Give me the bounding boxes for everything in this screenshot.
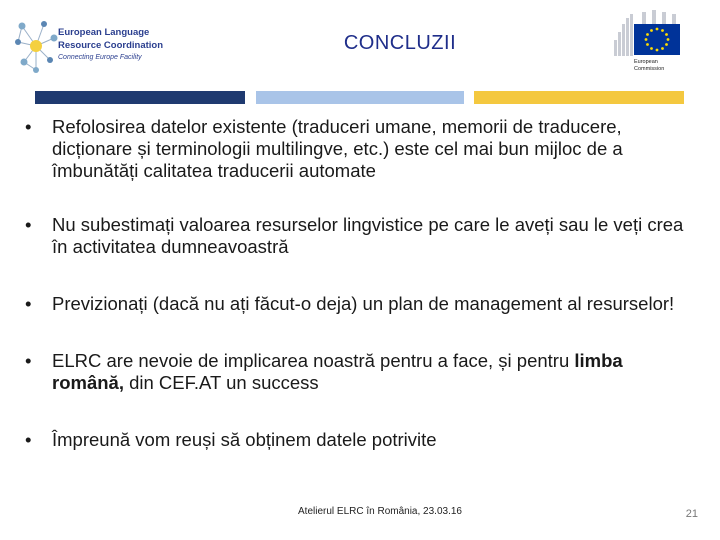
bullet-dot-icon: • [25, 116, 32, 137]
eu-flag-icon [634, 24, 680, 55]
bullet-item [25, 293, 685, 315]
bullet-dot-icon: • [25, 293, 32, 314]
logo-line-3: Connecting Europe Facility [58, 54, 142, 61]
european-commission-logo [612, 10, 682, 76]
bullet-text: Împreună vom reuși să obținem datele potrivite [52, 429, 437, 450]
elrc-network-icon [14, 16, 58, 76]
logo-line-1: European Language [58, 27, 150, 38]
bullet-text: Previzionați (dacă nu ați făcut-o deja) un plan de management al resurselor! [52, 293, 675, 314]
logo-line-2: Resource Coordination [58, 40, 164, 51]
elrc-logo-text [58, 26, 163, 64]
bullet-text: Refolosirea datelor existente (traduceri umane, memorii de traducere, dicționare și terminologii multilingve, etc.) este cel mai bun mijloc de a îmbunătăți calitatea traducerii automate [52, 116, 623, 181]
bullet-text: Nu subestimați valoarea resurselor lingvistice pe care le aveți sau le veți crea în activitatea dumneavoastră [52, 214, 684, 257]
ec-logo-text [634, 59, 664, 72]
slide-title: CONCLUZII [343, 32, 457, 54]
bullet-item [25, 214, 685, 258]
page-number: 21 [685, 508, 698, 520]
bullet-dot-icon: • [25, 214, 32, 235]
header-bar-light-blue [256, 91, 464, 104]
bullet-dot-icon: • [25, 350, 32, 371]
elrc-logo [14, 16, 164, 76]
bullet-item [25, 429, 685, 451]
ec-line-2: Commission [634, 65, 665, 72]
bullet-dot-icon: • [25, 429, 32, 450]
conclusions-list [25, 116, 685, 483]
ec-line-1: European [634, 59, 658, 65]
bullet-item [25, 350, 685, 394]
footer-text: Atelierul ELRC în România, 23.03.16 [298, 506, 462, 517]
header-bar-dark-blue [35, 91, 245, 104]
bullet-item [25, 116, 685, 182]
bullet-text-bold: limba română, [52, 350, 623, 393]
bullet-text-part: din CEF.AT un success [123, 372, 319, 393]
bullet-text-part: ELRC are nevoie de implicarea noastră pentru a face, și pentru [52, 350, 575, 371]
header-bar-yellow [474, 91, 684, 104]
